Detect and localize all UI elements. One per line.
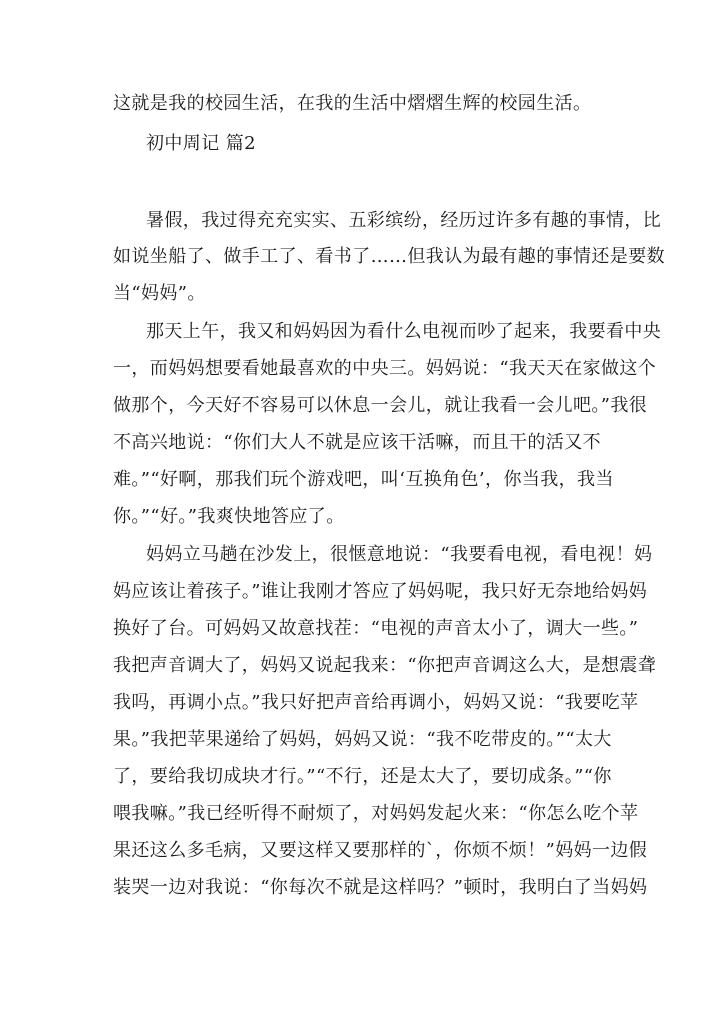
paragraph-line: 你。”“好。”我爽快地答应了。 <box>113 506 345 527</box>
paragraph-line: 妈妈立马趟在沙发上，很惬意地说：“我要看电视，看电视！妈 <box>146 544 653 565</box>
paragraph-line: 做那个，今天好不容易可以休息一会儿，就让我看一会儿吧。”我很 <box>113 395 648 416</box>
paragraph-line: 妈应该让着孩子。”谁让我刚才答应了妈妈呢，我只好无奈地给妈妈 <box>113 581 648 602</box>
paragraph-line: 难。”“好啊，那我们玩个游戏吧，叫‘互换角色’，你当我，我当 <box>113 469 614 490</box>
paragraph-line: 一，而妈妈想要看她最喜欢的中央三。妈妈说：“我天天在家做这个 <box>113 358 657 379</box>
paragraph-line: 暑假，我过得充充实实、五彩缤纷，经历过许多有趣的事情，比 <box>146 210 662 231</box>
paragraph-line: 果还这么多毛病，又要这样又要那样的`，你烦不烦！”妈妈一边假 <box>113 840 648 861</box>
paragraph-line: 当“妈妈”。 <box>113 283 206 304</box>
paragraph-line: 我吗，再调小点。”我只好把声音给再调小，妈妈又说：“我要吃苹 <box>113 692 639 713</box>
paragraph-line: 果。”我把苹果递给了妈妈，妈妈又说：“我不吃带皮的。”“太大 <box>113 729 612 750</box>
paragraph-line: 喂我嘛。”我已经听得不耐烦了，对妈妈发起火来：“你怎么吃个苹 <box>113 803 639 824</box>
paragraph-line: 不高兴地说：“你们大人不就是应该干活嘛，而且干的活又不 <box>113 432 601 453</box>
paragraph-line: 换好了台。可妈妈又故意找茬：“电视的声音太小了，调大一些。” <box>113 618 639 639</box>
paragraph-line: 了，要给我切成块才行。”“不行，还是太大了，要切成条。”“你 <box>113 766 612 787</box>
paragraph-line: 那天上午，我又和妈妈因为看什么电视而吵了起来，我要看中央 <box>146 321 662 342</box>
paragraph-line: 我把声音调大了，妈妈又说起我来：“你把声音调这么大，是想震聋 <box>113 655 657 676</box>
closing-line: 这就是我的校园生活，在我的生活中熠熠生辉的校园生活。 <box>113 93 592 114</box>
paragraph-line: 装哭一边对我说：“你每次不就是这样吗？”顿时，我明白了当妈妈 <box>113 877 648 898</box>
paragraph-line: 如说坐船了、做手工了、看书了……但我认为最有趣的事情还是要数 <box>113 246 665 267</box>
section-heading: 初中周记 篇2 <box>146 133 256 154</box>
